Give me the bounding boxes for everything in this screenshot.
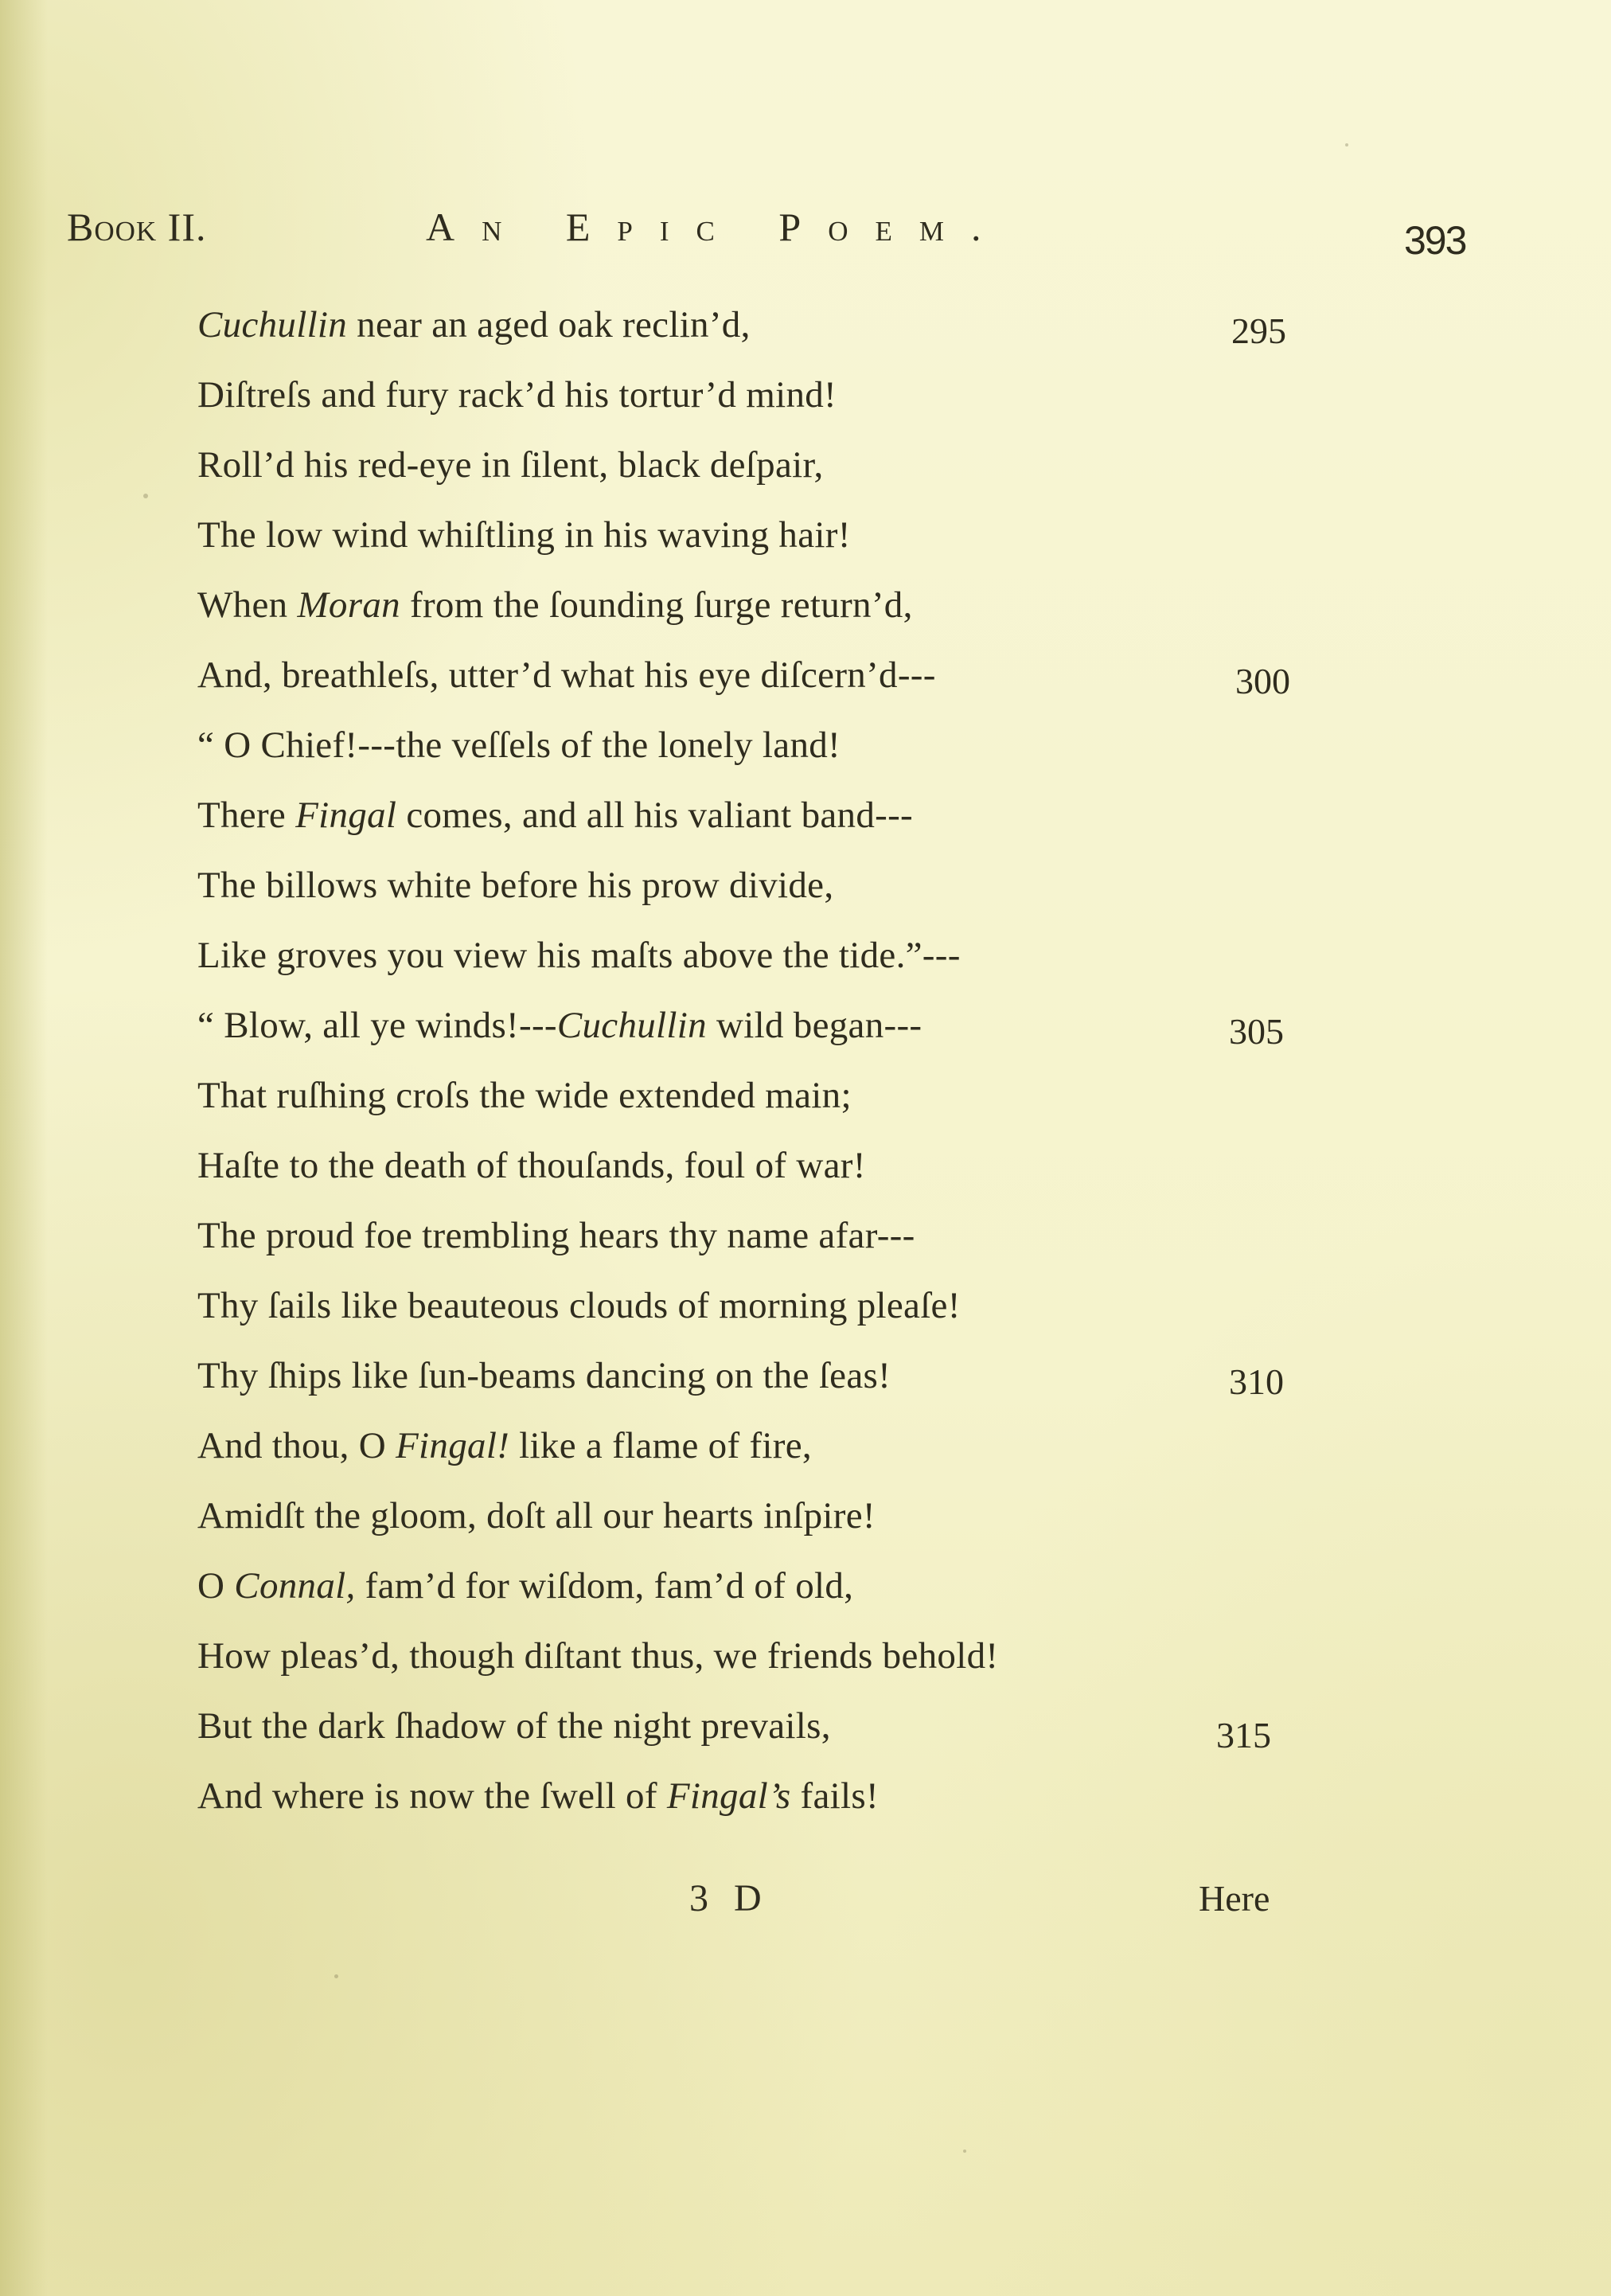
verse-line: And, breathleſs, utter’d what his eye diſcern’d---: [197, 654, 936, 696]
line-number: 315: [1216, 1715, 1271, 1755]
verse-line: O Connal, fam’d for wiſdom, fam’d of old,: [197, 1565, 854, 1607]
verse-line: The low wind whiſtling in his waving hair!: [197, 514, 851, 556]
paper-speck: [963, 2150, 966, 2153]
line-number: 310: [1229, 1361, 1284, 1402]
verse-line: And where is now the ſwell of Fingal’s fails!: [197, 1775, 879, 1817]
verse-line: Cuchullin near an aged oak reclin’d,: [197, 304, 751, 346]
gutter-shadow: [0, 0, 48, 2296]
page-number: 393: [1404, 218, 1466, 263]
verse-line: Haſte to the death of thouſands, foul of war!: [197, 1145, 866, 1186]
verse-line: Like groves you view his maſts above the tide.”---: [197, 935, 961, 976]
verse-line: Diſtreſs and fury rack’d his tortur’d mind!: [197, 374, 837, 416]
paper-speck: [334, 1974, 338, 1978]
paper-speck: [143, 494, 148, 498]
verse-line: Roll’d his red-eye in ſilent, black deſpair,: [197, 444, 824, 486]
verse-line: Thy ſhips like ſun-beams dancing on the ſeas!: [197, 1355, 891, 1396]
line-number: 300: [1235, 661, 1290, 701]
verse-line: And thou, O Fingal! like a flame of fire,: [197, 1425, 812, 1466]
running-head-title: An Epic Poem.: [426, 205, 1008, 249]
line-number: 295: [1231, 310, 1286, 351]
verse-line: “ O Chief!---the veſſels of the lonely land!: [197, 724, 841, 766]
verse-line: “ Blow, all ye winds!---Cuchullin wild began---: [197, 1005, 923, 1046]
signature-mark: 3 D: [689, 1877, 770, 1919]
verse-line: There Fingal comes, and all his valiant band---: [197, 795, 913, 836]
verse-line: The billows white before his prow divide,: [197, 865, 834, 906]
verse-line: The proud foe trembling hears thy name afar---: [197, 1215, 915, 1256]
paper-speck: [1345, 143, 1348, 146]
verse-line: Amidſt the gloom, doſt all our hearts inſpire!: [197, 1495, 876, 1537]
verse-line: That ruſhing croſs the wide extended main;: [197, 1075, 852, 1116]
verse-line: But the dark ſhadow of the night prevails,: [197, 1705, 831, 1747]
verse-line: When Moran from the ſounding ſurge return’d,: [197, 584, 913, 626]
verse-line: Thy ſails like beauteous clouds of morning pleaſe!: [197, 1285, 961, 1326]
running-head-book: Book II.: [67, 205, 207, 249]
verse-line: How pleas’d, though diſtant thus, we friends behold!: [197, 1635, 999, 1677]
line-number: 305: [1229, 1011, 1284, 1052]
catchword: Here: [1199, 1878, 1270, 1919]
